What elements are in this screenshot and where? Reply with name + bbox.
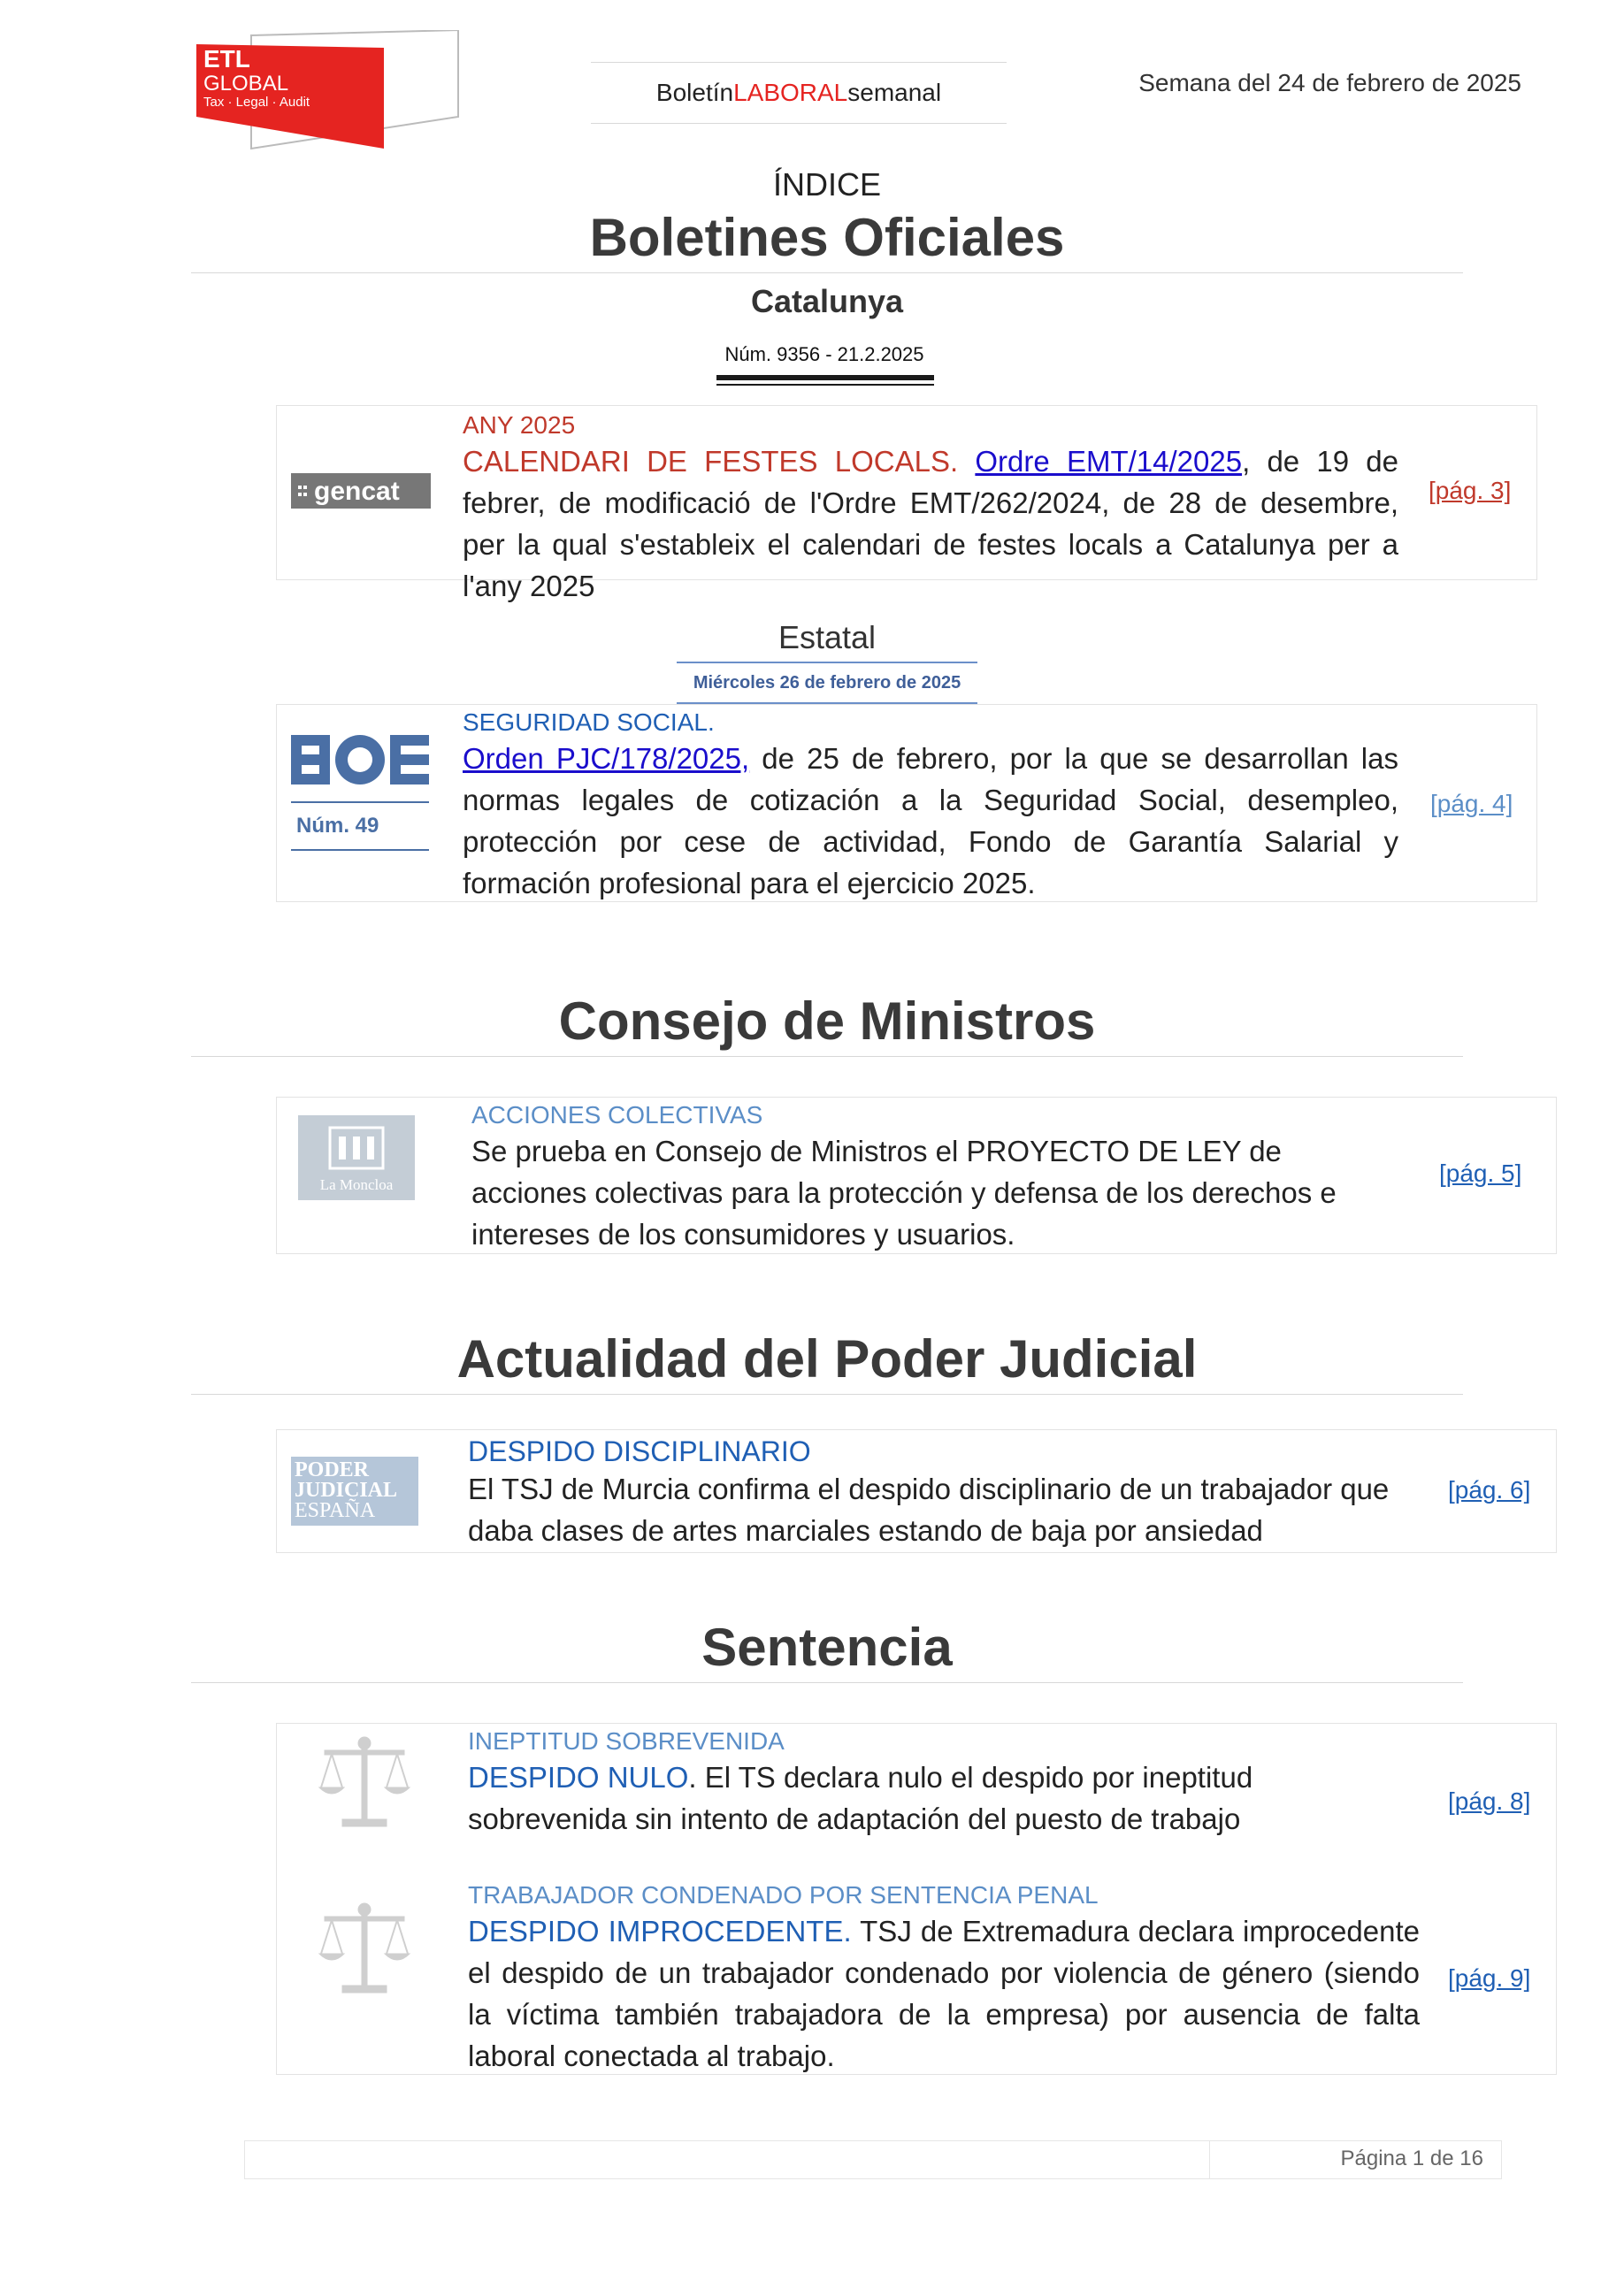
sentencia-1-tag: INEPTITUD SOBREVENIDA [468,1727,785,1755]
gencat-logo [291,473,431,509]
bulletin-prefix: Boletín [655,79,734,106]
estatal-body-text: de 25 de febrero, por la que se desarrollan las normas legales de cotización a la Seguridad Social, desempleo, protección por cese de actividad, Fondo de Garantía Salarial y formación profesional para el ejercicio 2025. [463,742,1398,899]
boe-issue-number: Núm. 49 [291,801,429,851]
catalunya-lead: CALENDARI DE FESTES LOCALS. [463,445,959,478]
logo-global-text: GLOBAL [203,72,289,96]
estatal-page-link[interactable]: [pág. 4] [1430,790,1513,817]
sentencia-2-text: TSJ de Extremadura declara improcedente el despido de un trabajador condenado por violencia de género (siendo la víctima también trabajadora de la empresa) por ausencia de falta laboral conectada al trabajo. [468,1915,1420,2072]
pj-logo-line-1: PODER [295,1458,369,1481]
index-label: ÍNDICE [772,166,881,203]
entry-estatal [276,704,1537,902]
entry-consejo [276,1097,1557,1254]
sentencia-1-page-link[interactable]: [pág. 8] [1448,1787,1531,1815]
sentencia-2-body [468,1911,1420,2077]
catalunya-order-link[interactable]: Ordre EMT/14/2025 [975,445,1243,478]
scales-icon [318,1901,411,1998]
catalunya-tag: ANY 2025 [463,411,576,439]
sentencia-2-lead: DESPIDO IMPROCEDENTE. [468,1915,852,1948]
moncloa-logo-text: La Moncloa [319,1176,394,1193]
sentencia-2-page-link[interactable]: [pág. 9] [1448,1964,1531,1992]
sentencia-2-tag: TRABAJADOR CONDENADO POR SENTENCIA PENAL [468,1881,1099,1909]
sentencia-1-lead: DESPIDO NULO [468,1761,689,1794]
consejo-tag: ACCIONES COLECTIVAS [471,1101,763,1129]
pj-logo-line-2: JUDICIAL [295,1479,398,1502]
section-title-consejo: Consejo de Ministros [191,992,1463,1057]
poder-judicial-logo [291,1457,418,1526]
entry-sentencia [276,1723,1557,2075]
catalunya-body [463,441,1398,607]
issue-underline [716,375,934,380]
sentencia-1-body [468,1757,1420,1841]
catalunya-page-link[interactable]: [pág. 3] [1429,477,1512,504]
section-title-sentencia: Sentencia [191,1619,1463,1683]
section-title-boletines: Boletines Oficiales [191,209,1463,273]
scales-icon [318,1734,411,1832]
estatal-tag: SEGURIDAD SOCIAL. [463,708,715,736]
subsection-title-catalunya: Catalunya [750,283,904,319]
moncloa-logo [298,1115,415,1200]
bulletin-laboral: LABORAL [733,79,848,106]
logo-etl-text: ETL [203,45,250,73]
judicial-page-link[interactable]: [pág. 6] [1448,1476,1531,1504]
bulletin-title [591,62,1007,124]
footer-divider [1209,2141,1210,2178]
logo-tagline: Tax · Legal · Audit [203,95,310,110]
page-footer [244,2140,1502,2179]
catalunya-issue-number: Núm. 9356 - 21.2.2025 [724,343,924,365]
catalunya-body-text: , de 19 de febrer, de modificació de l'Ordre EMT/262/2024, de 28 de desembre, per la qual s'estableix el calendari de festes locals a Catalunya per a l'any 2025 [463,445,1399,602]
bulletin-suffix: semanal [847,79,942,106]
entry-judicial [276,1429,1557,1553]
boe-logo [291,735,429,859]
estatal-body [463,739,1398,904]
issue-underline-thin [716,384,934,386]
week-label: Semana del 24 de febrero de 2025 [1138,69,1521,96]
gencat-logo-text: gencat [314,477,400,506]
sentencia-1-text: . El TS declara nulo el despido por ineptitud sobrevenida sin intento de adaptación del puesto de trabajo [468,1761,1253,1835]
estatal-date: Miércoles 26 de febrero de 2025 [677,662,977,704]
judicial-tag: DESPIDO DISCIPLINARIO [468,1435,811,1467]
estatal-order-link[interactable]: Orden PJC/178/2025, [463,742,750,775]
page-number: Página 1 de 16 [1340,2147,1483,2170]
subsection-title-estatal: Estatal [778,619,877,655]
entry-catalunya [276,405,1537,602]
judicial-body: El TSJ de Murcia confirma el despido disciplinario de un trabajador que daba clases de artes marciales estando de baja por ansiedad [468,1473,1390,1547]
etl-global-logo [196,30,462,154]
consejo-body: Se prueba en Consejo de Ministros el PROYECTO DE LEY de acciones colectivas para la protección y defensa de los derechos e intereses de los consumidores y usuarios. [471,1135,1337,1251]
pj-logo-line-3: ESPAÑA [295,1499,376,1522]
consejo-page-link[interactable]: [pág. 5] [1439,1159,1522,1187]
section-title-judicial: Actualidad del Poder Judicial [191,1330,1463,1395]
